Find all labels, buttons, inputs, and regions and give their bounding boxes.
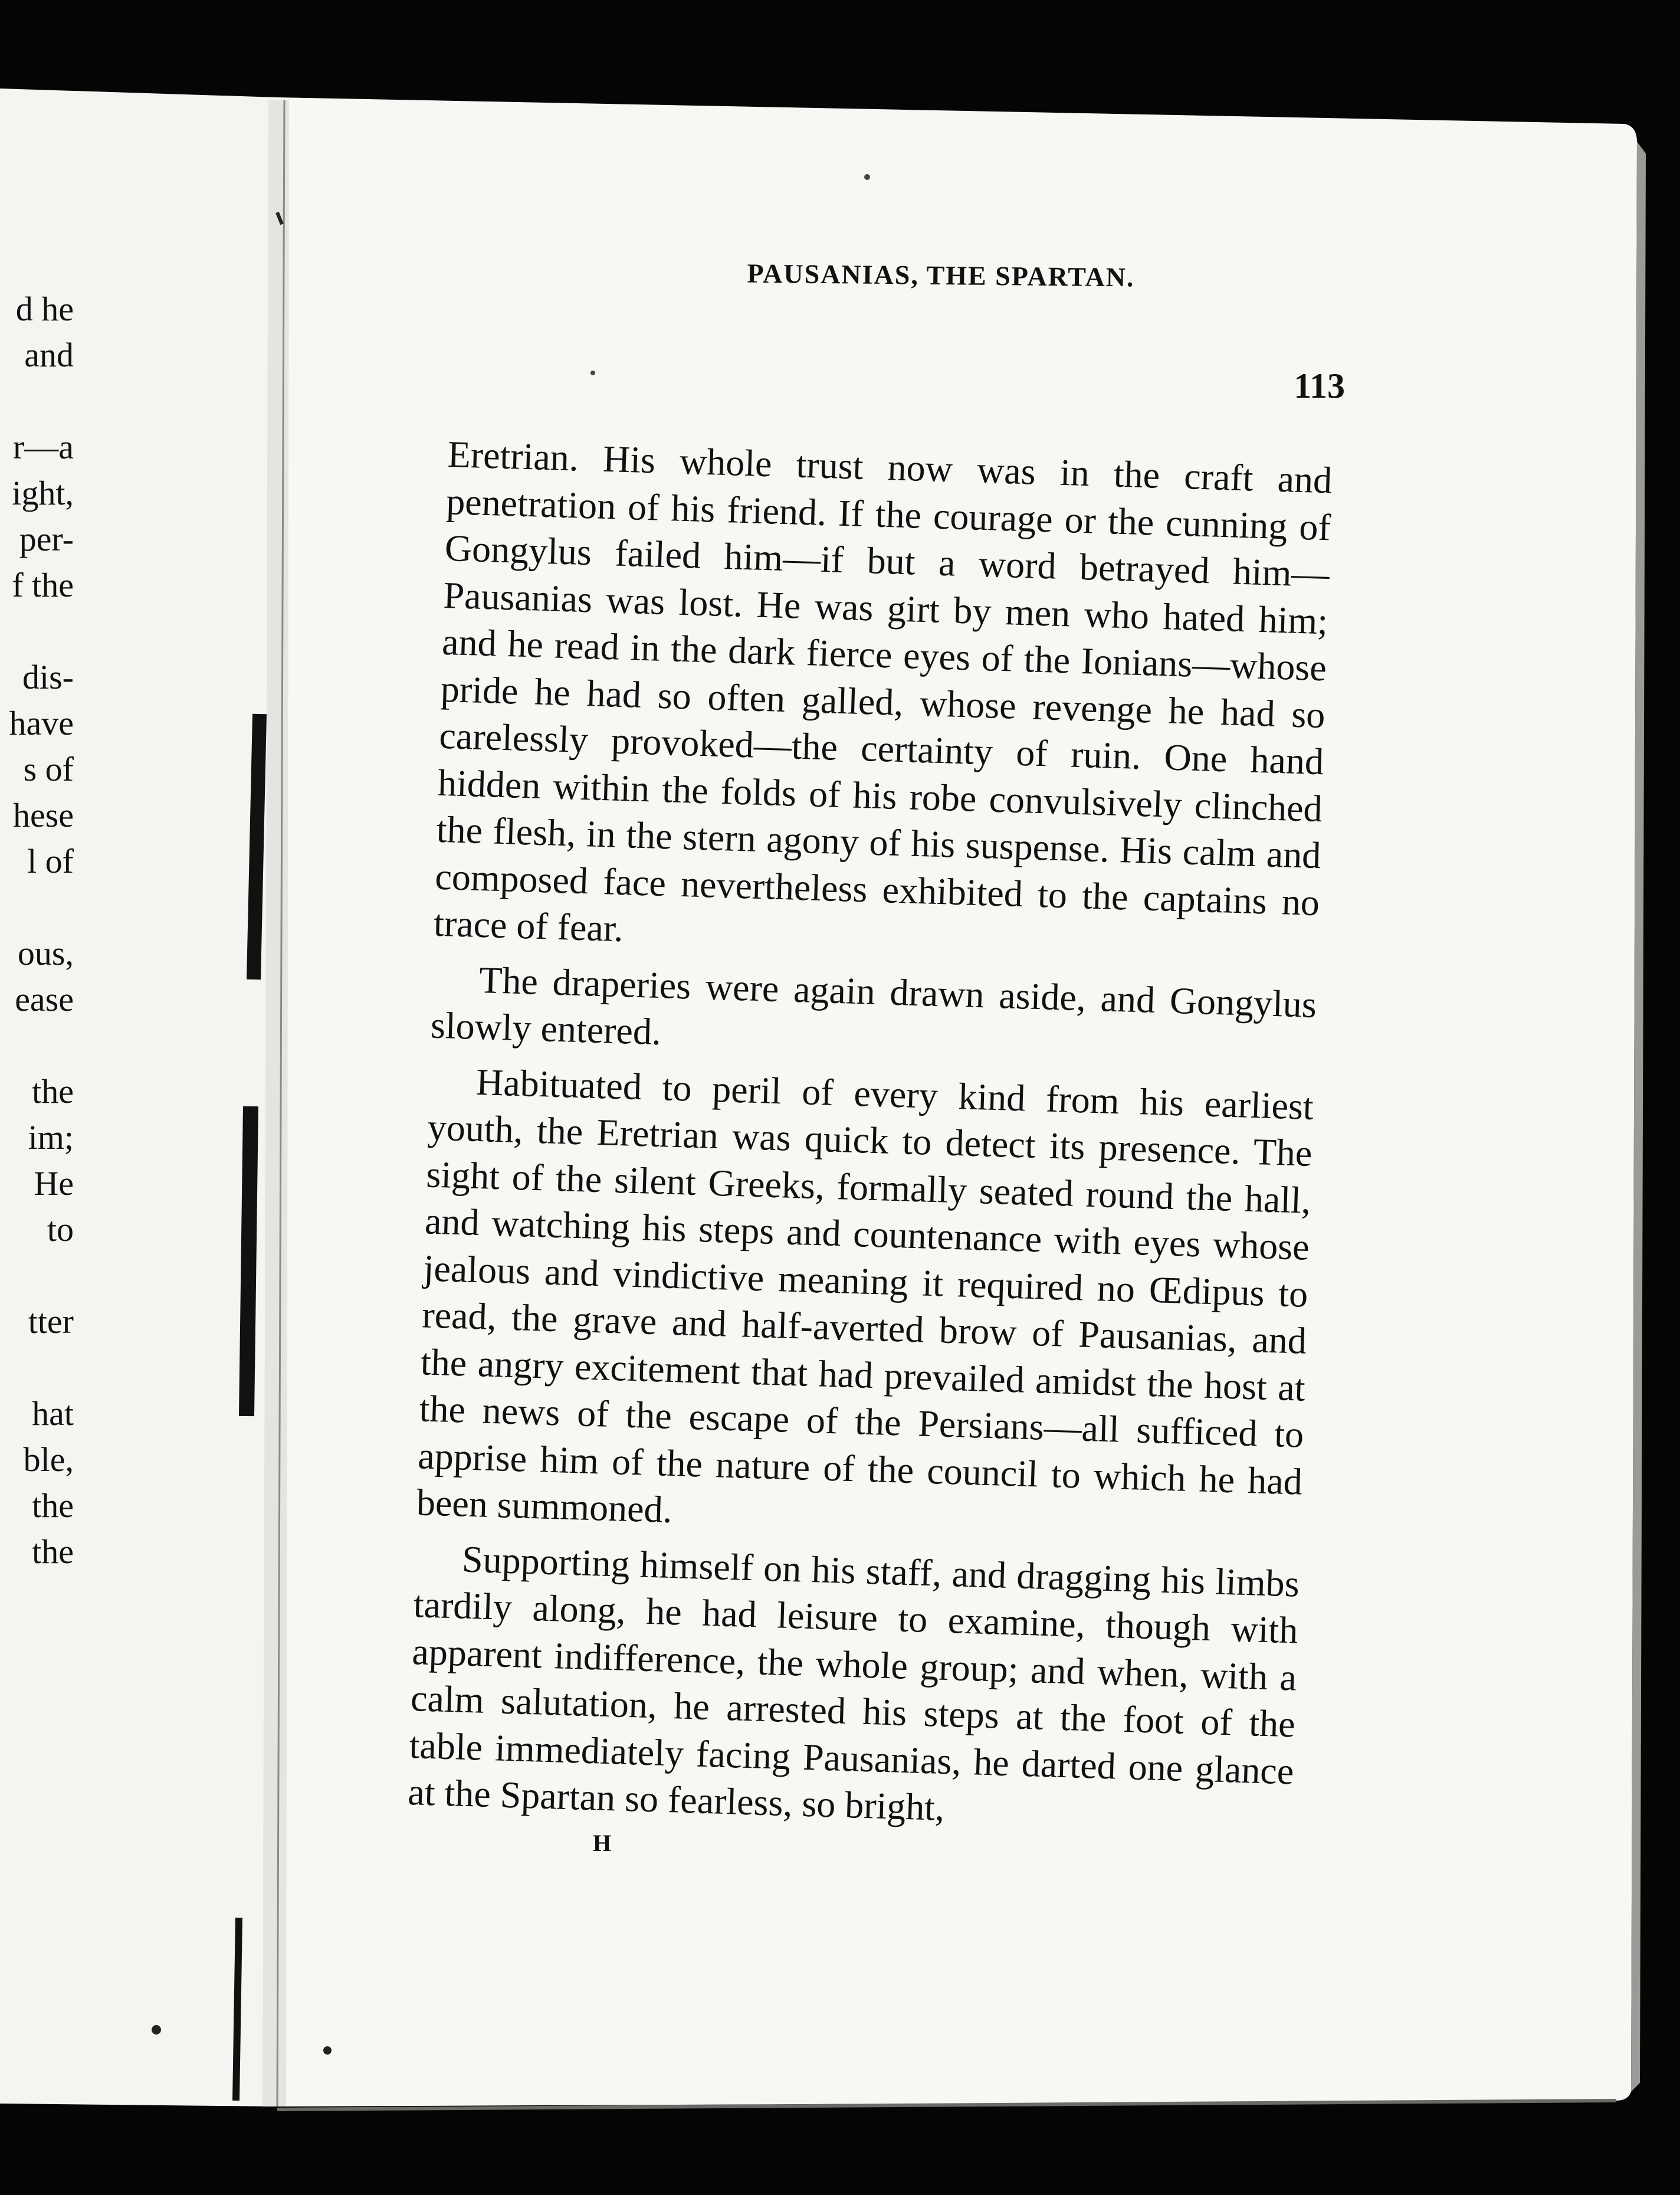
running-head: PAUSANIAS, THE SPARTAN. [747,258,1135,293]
left-fragment: d he [15,290,74,328]
left-fragment: ble, [23,1440,74,1479]
left-fragment: to [47,1210,74,1249]
left-fragment [0,884,74,931]
left-fragment: ous, [17,934,74,972]
left-fragment: f the [12,566,74,604]
left-fragment: s of [23,750,74,788]
left-fragment: l of [27,842,74,880]
left-fragment: ease [15,980,74,1018]
left-fragment [0,1023,74,1069]
left-fragment: hese [12,796,74,834]
left-fragment: the [32,1072,74,1110]
left-fragment: ight, [12,474,74,512]
left-fragment: per- [19,520,74,558]
left-fragment [0,1345,74,1391]
left-fragment: im; [28,1118,74,1157]
left-fragment: have [9,704,74,742]
left-fragment: dis- [22,658,74,696]
left-fragment: the [32,1486,74,1525]
left-fragment: and [24,336,74,374]
left-fragment: He [34,1164,74,1203]
paragraph: Supporting himself on his staff, and dragging his limbs tardily along, he had leisure to examine, though with apparent indifference, the whole group; and when, with a calm salutation, he arrested his steps at the foot of the table immediately facing Pausanias, he darted one glance at the Spartan so fearless, so bright, [407,1538,1300,1829]
page-body [407,431,1333,1850]
paragraph: The draperies were again drawn aside, and Gongylus slowly entered. [430,958,1317,1053]
paragraph: Eretrian. His whole trust now was in the craft and penetration of his friend. If the courage or the cunning of Gongylus failed him—if but a word betrayed him—Pausanias was lost. He was girt by men who hated him; and he read in the dark fierce eyes of the Ionians—whose pride he had so often galled, whose revenge he had so carelessly provoked—the certainty of ruin. One hand hidden within the folds of his robe convulsively clinched the flesh, in the stern agony of his suspense. His calm and composed face nevertheless exhibited to the captains no trace of fear. [433,433,1333,950]
page-number: 113 [1294,366,1345,405]
left-fragment [0,1253,74,1299]
left-fragment: the [32,1532,74,1571]
paragraph: Habituated to peril of every kind from his earliest youth, the Eretrian was quick to detect its presence. The sight of the silent Greeks, formally seated round the hall, and watching his steps and countenance with eyes whose jealous and vindictive meaning it required no Œdipus to read, the grave and half-averted brow of Pausanias, and the angry excitement that had prevailed amidst the host at the news of the escape of the Persians—all sufficed to apprise him of the nature of the council to which he had been summoned. [416,1060,1314,1531]
left-fragment: tter [28,1302,74,1341]
left-fragment [0,378,74,424]
left-fragment: r—a [12,428,74,466]
left-fragment: hat [32,1394,74,1433]
signature-mark: H [593,1830,612,1856]
left-fragment [0,608,74,654]
left-page-text-fragments [0,286,74,1575]
